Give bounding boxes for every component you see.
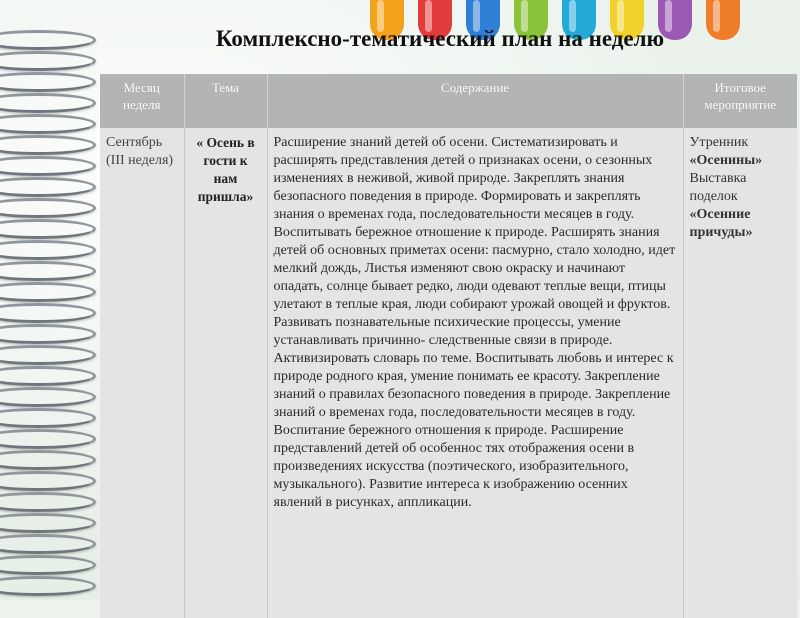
spiral-ring [0, 429, 96, 449]
cell-topic: « Осень в гости к нам пришла» [184, 128, 267, 618]
spiral-ring [0, 576, 96, 596]
spiral-ring [0, 114, 96, 134]
event-line-1: Утренник [689, 135, 749, 150]
cell-content: Расширение знаний детей об осени. Систематизировать и расширять представления детей о признаках осени, о сезонных изменениях в неживой, живой природе. Закреплять знания безопасного поведения в природе. Формировать и закреплять знания о временах года, последовательности месяцев в году. Воспитывать бережное отношение к природе. Расширять знания детей об основных приметах осени: пасмурно, стало холодно, идет мелкий дождь, Листья изменяют свою окраску и начинают опадать, солнце бывает редко, люди одевают теплые вещи, птицы улетают в теплые края, люди собирают урожай овощей и фруктов. Развивать познавательные психические процессы, умение устанавливать причинно- следственные связи в природе. Активизировать словарь по теме. Воспитывать любовь и интерес к природе родного края, умение понимать ее красоту. Закрепление знаний о правилах безопасного поведения в природе. Закрепление знаний о временах года, последовательности месяцев в году. Воспитание бережного отношения к природе. Расширение представлений детей об особеннос тях отображения осени в произведениях искусства (поэтического, изобразительного, музыкального). Развитие интереса к изображению осенних явлений в рисунках, аппликации. [267, 128, 683, 618]
spiral-ring [0, 303, 96, 323]
spiral-ring [0, 156, 96, 176]
spiral-ring [0, 51, 96, 71]
spiral-ring [0, 30, 96, 50]
table-row [100, 128, 797, 618]
spiral-ring [0, 240, 96, 260]
spiral-ring [0, 534, 96, 554]
spiral-ring [0, 135, 96, 155]
table-header-row [100, 74, 797, 128]
event-line-2: «Осенины» [689, 153, 763, 168]
spiral-ring [0, 324, 96, 344]
spiral-ring [0, 72, 96, 92]
spiral-ring [0, 366, 96, 386]
event-line-3: Выставка поделок [689, 171, 747, 204]
cell-month: Сентябрь (III неделя) [100, 128, 184, 618]
spiral-ring [0, 198, 96, 218]
spiral-ring [0, 93, 96, 113]
plan-table [100, 74, 797, 618]
header-topic: Тема [184, 74, 267, 128]
page-title: Комплексно-тематический план на неделю [215, 26, 665, 51]
event-line-4: «Осенние причуды» [689, 207, 753, 240]
spiral-ring [0, 387, 96, 407]
spiral-ring [0, 492, 96, 512]
header-content: Содержание [267, 74, 683, 128]
spiral-ring [0, 471, 96, 491]
spiral-ring [0, 450, 96, 470]
spiral-ring [0, 345, 96, 365]
header-month: Месяц неделя [100, 74, 184, 128]
spiral-ring [0, 219, 96, 239]
spiral-ring [0, 408, 96, 428]
spiral-ring [0, 177, 96, 197]
cell-event [683, 128, 797, 618]
spiral-ring [0, 513, 96, 533]
spiral-ring [0, 555, 96, 575]
spiral-ring [0, 282, 96, 302]
spiral-binding-decoration [0, 30, 100, 600]
spiral-ring [0, 261, 96, 281]
header-event: Итоговое мероприятие [683, 74, 797, 128]
